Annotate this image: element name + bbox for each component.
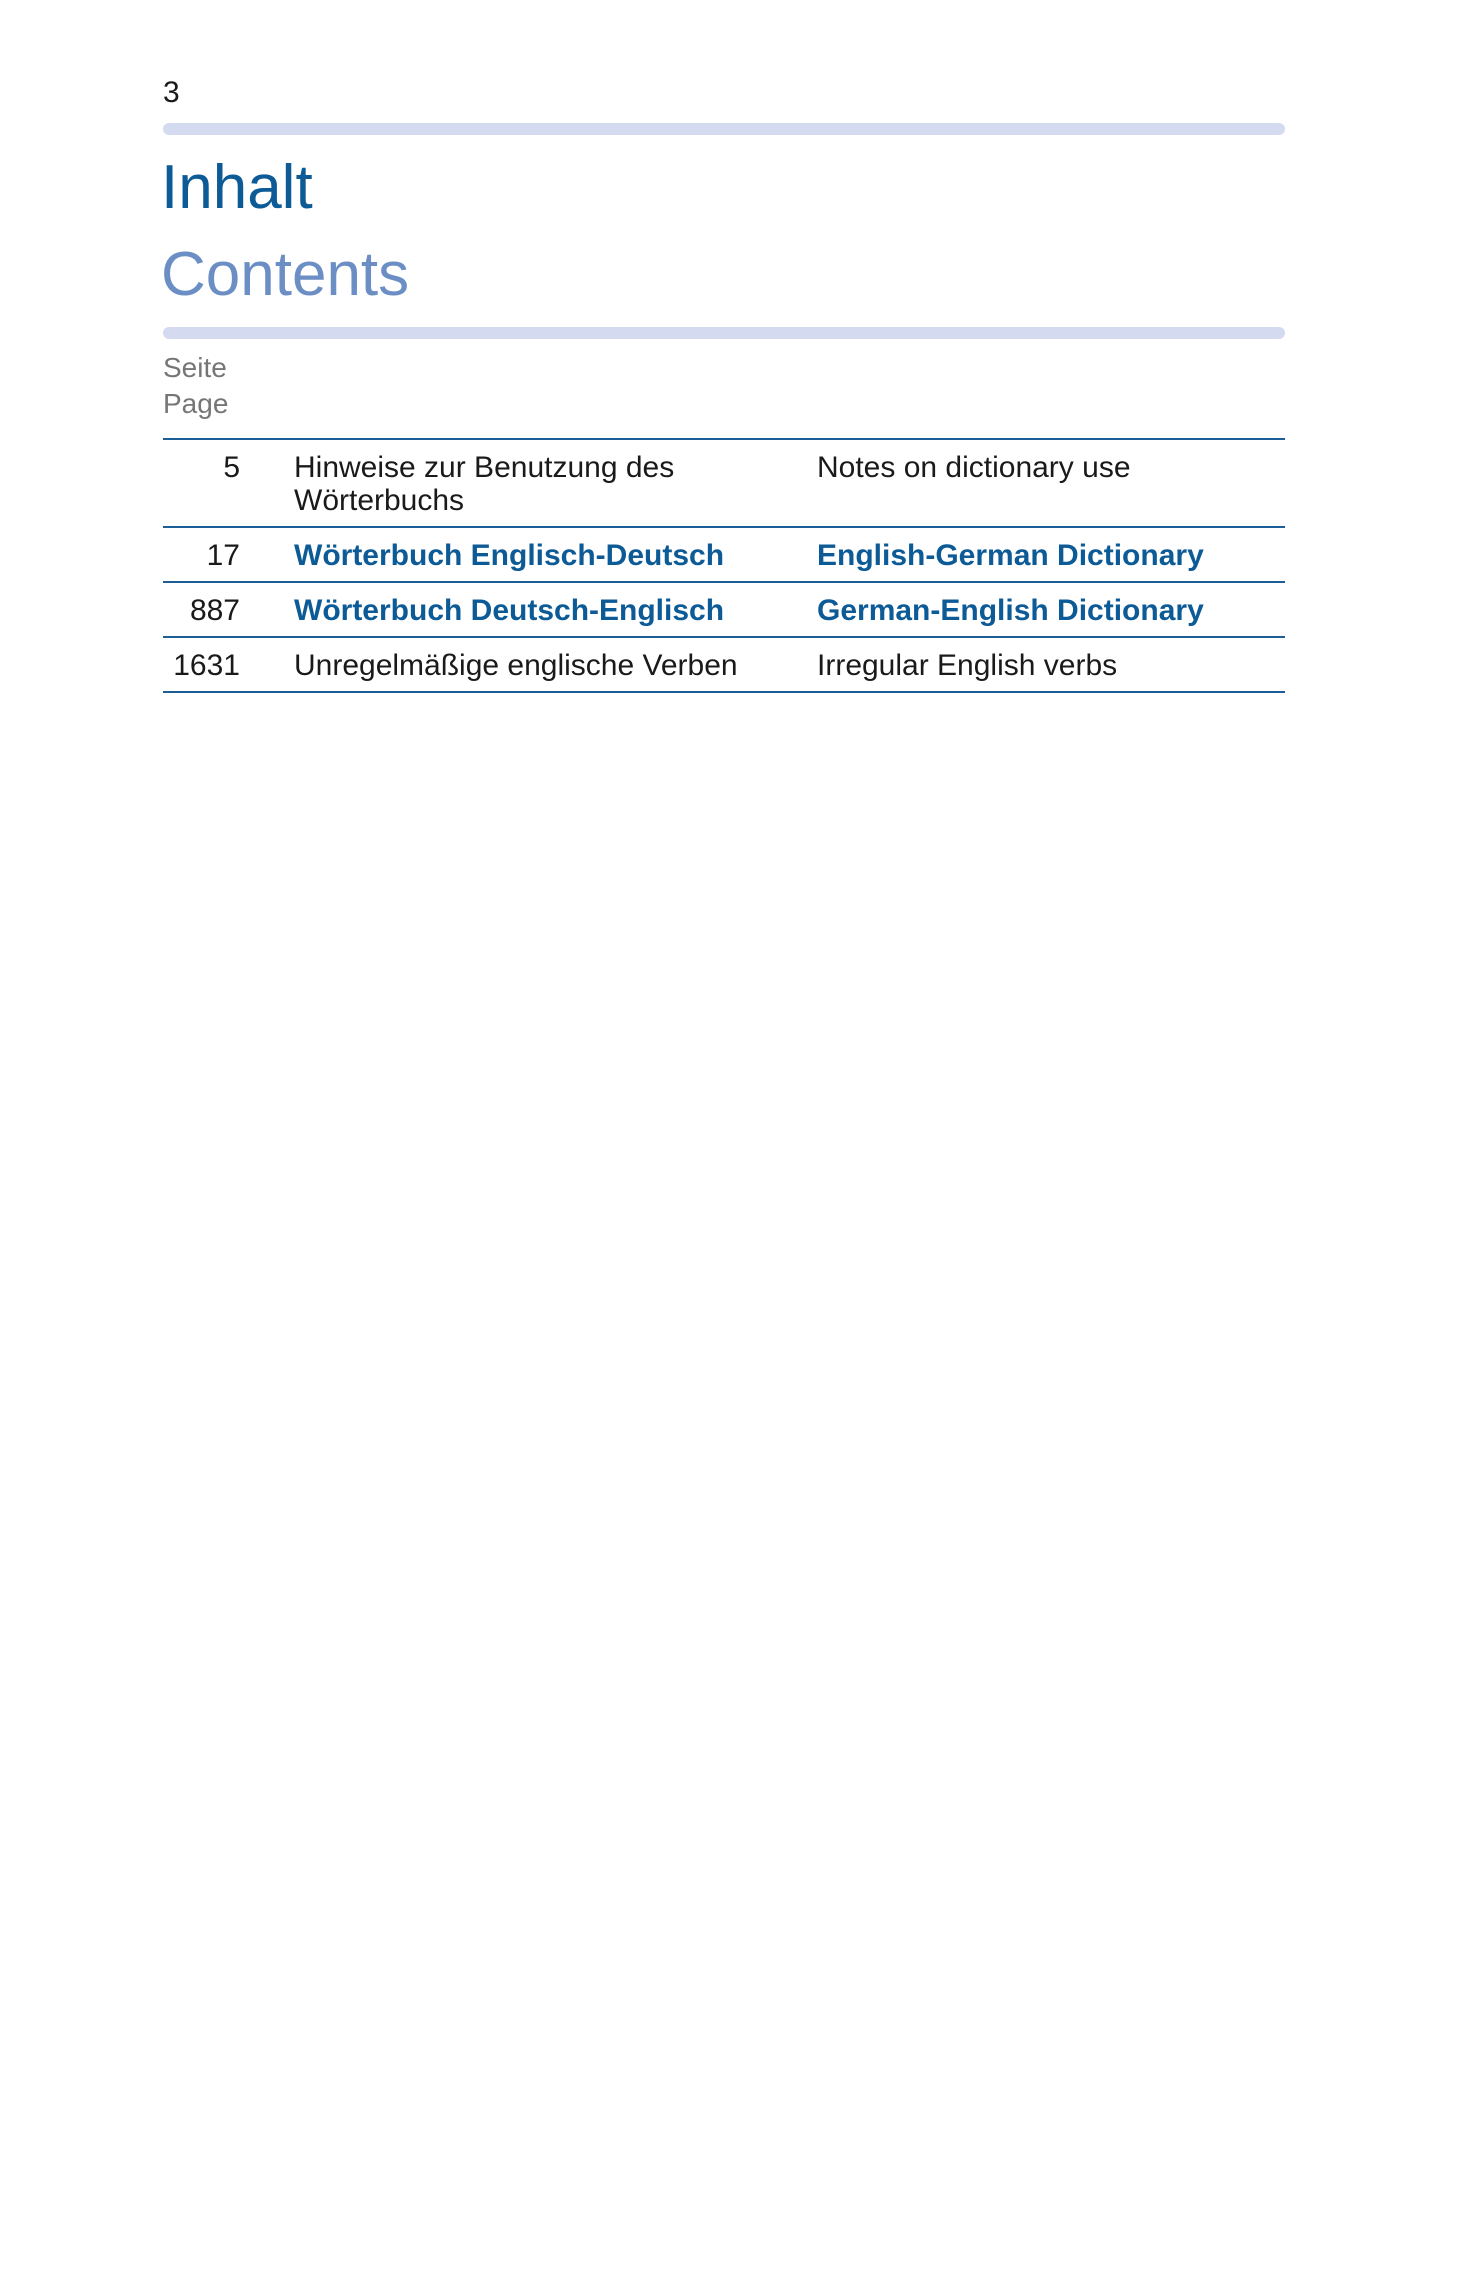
page-title-german: Inhalt (161, 153, 313, 222)
toc-entry-english: German-English Dictionary (817, 594, 1204, 627)
toc-page-number: 1631 (173, 649, 240, 682)
page-title-english: Contents (161, 240, 410, 309)
toc-entry-english: Irregular English verbs (817, 649, 1118, 682)
page-column-label-german: Seite (163, 352, 227, 383)
table-of-contents (163, 438, 1285, 693)
toc-page-number: 887 (189, 594, 240, 627)
page-column-label-english: Page (163, 388, 229, 419)
toc-entry-english: Notes on dictionary use (817, 451, 1131, 484)
toc-entry-german: Hinweise zur Benutzung des Wörterbuchs (294, 451, 675, 517)
toc-entry-german: Wörterbuch Deutsch-Englisch (294, 594, 725, 627)
toc-row-english-german[interactable] (163, 528, 1285, 583)
top-divider (163, 123, 1285, 135)
title-divider (163, 327, 1285, 339)
toc-page-number: 17 (206, 539, 240, 572)
toc-row-irregular-verbs[interactable] (163, 638, 1285, 693)
toc-entry-german: Wörterbuch Englisch-Deutsch (294, 539, 725, 572)
toc-page-number: 5 (223, 451, 240, 484)
toc-row-notes[interactable] (163, 440, 1285, 528)
toc-entry-english: English-German Dictionary (817, 539, 1204, 572)
toc-entry-german: Unregelmäßige englische Verben (294, 649, 738, 682)
page-number: 3 (163, 76, 180, 109)
toc-row-german-english[interactable] (163, 583, 1285, 638)
